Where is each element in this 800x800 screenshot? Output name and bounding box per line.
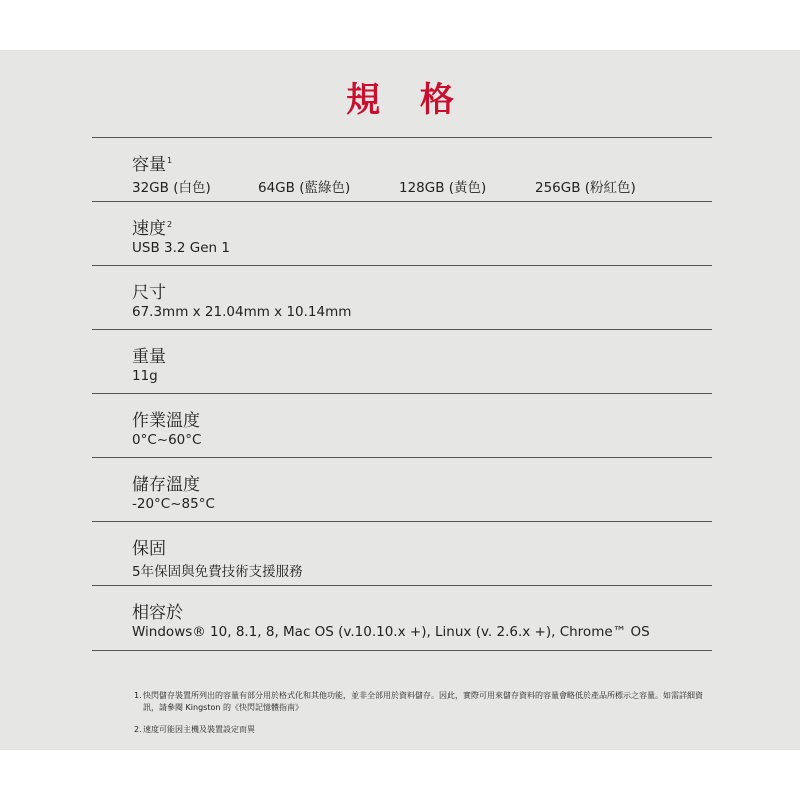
- spec-label: 保固: [132, 539, 166, 559]
- capacity-option: 64GB (藍綠色): [258, 180, 351, 196]
- capacity-option: 128GB (黃色): [399, 180, 487, 196]
- footnote-number: 2.: [134, 725, 142, 734]
- footnote-ref: 1: [167, 156, 173, 166]
- spec-row-compatibility: [92, 585, 712, 651]
- spec-row-storage-temp: [92, 457, 712, 521]
- spec-label: 重量: [132, 347, 166, 367]
- spec-value: USB 3.2 Gen 1: [132, 240, 230, 256]
- page-title: 規 格: [346, 80, 468, 120]
- spec-label: 儲存溫度: [132, 475, 200, 495]
- spec-value: 67.3mm x 21.04mm x 10.14mm: [132, 304, 352, 320]
- spec-label: 作業溫度: [132, 411, 200, 431]
- spec-value: Windows® 10, 8.1, 8, Mac OS (v.10.10.x +), Linux (v. 2.6.x +), Chrome™ OS: [132, 624, 650, 640]
- spec-value: 5年保固與免費技術支援服務: [132, 564, 303, 580]
- footnote-text: 快閃儲存裝置所列出的容量有部分用於格式化和其他功能，並非全部用於資料儲存。因此，實際可用來儲存資料的容量會略低於產品所標示之容量。如需詳細資訊，請參閱 Kingston 的《快閃記憶體指南》: [143, 691, 703, 712]
- spec-row-speed: [92, 201, 712, 265]
- spec-row-warranty: [92, 521, 712, 585]
- spec-list: [92, 137, 712, 651]
- spec-panel: [0, 50, 800, 750]
- footnote: [134, 690, 703, 714]
- footnotes: [134, 690, 703, 746]
- spec-row-operating-temp: [92, 393, 712, 457]
- footnote: [134, 724, 703, 736]
- spec-row-weight: [92, 329, 712, 393]
- footnote-text: 速度可能因主機及裝置設定而異: [143, 725, 255, 734]
- spec-label: 尺寸: [132, 283, 166, 303]
- spec-row-capacity: [92, 137, 712, 201]
- spec-value: 0°C~60°C: [132, 432, 202, 448]
- capacity-option: 256GB (粉紅色): [535, 180, 636, 196]
- spec-value: 11g: [132, 368, 158, 384]
- footnote-number: 1.: [134, 691, 142, 700]
- footnote-ref: 2: [167, 220, 173, 230]
- capacity-option: 32GB (白色): [132, 180, 211, 196]
- spec-label: 容量$^1$: [132, 155, 173, 175]
- spec-label: 速度$^2$: [132, 219, 173, 239]
- spec-label: 相容於: [132, 603, 183, 623]
- spec-value: -20°C~85°C: [132, 496, 215, 512]
- spec-row-dimensions: [92, 265, 712, 329]
